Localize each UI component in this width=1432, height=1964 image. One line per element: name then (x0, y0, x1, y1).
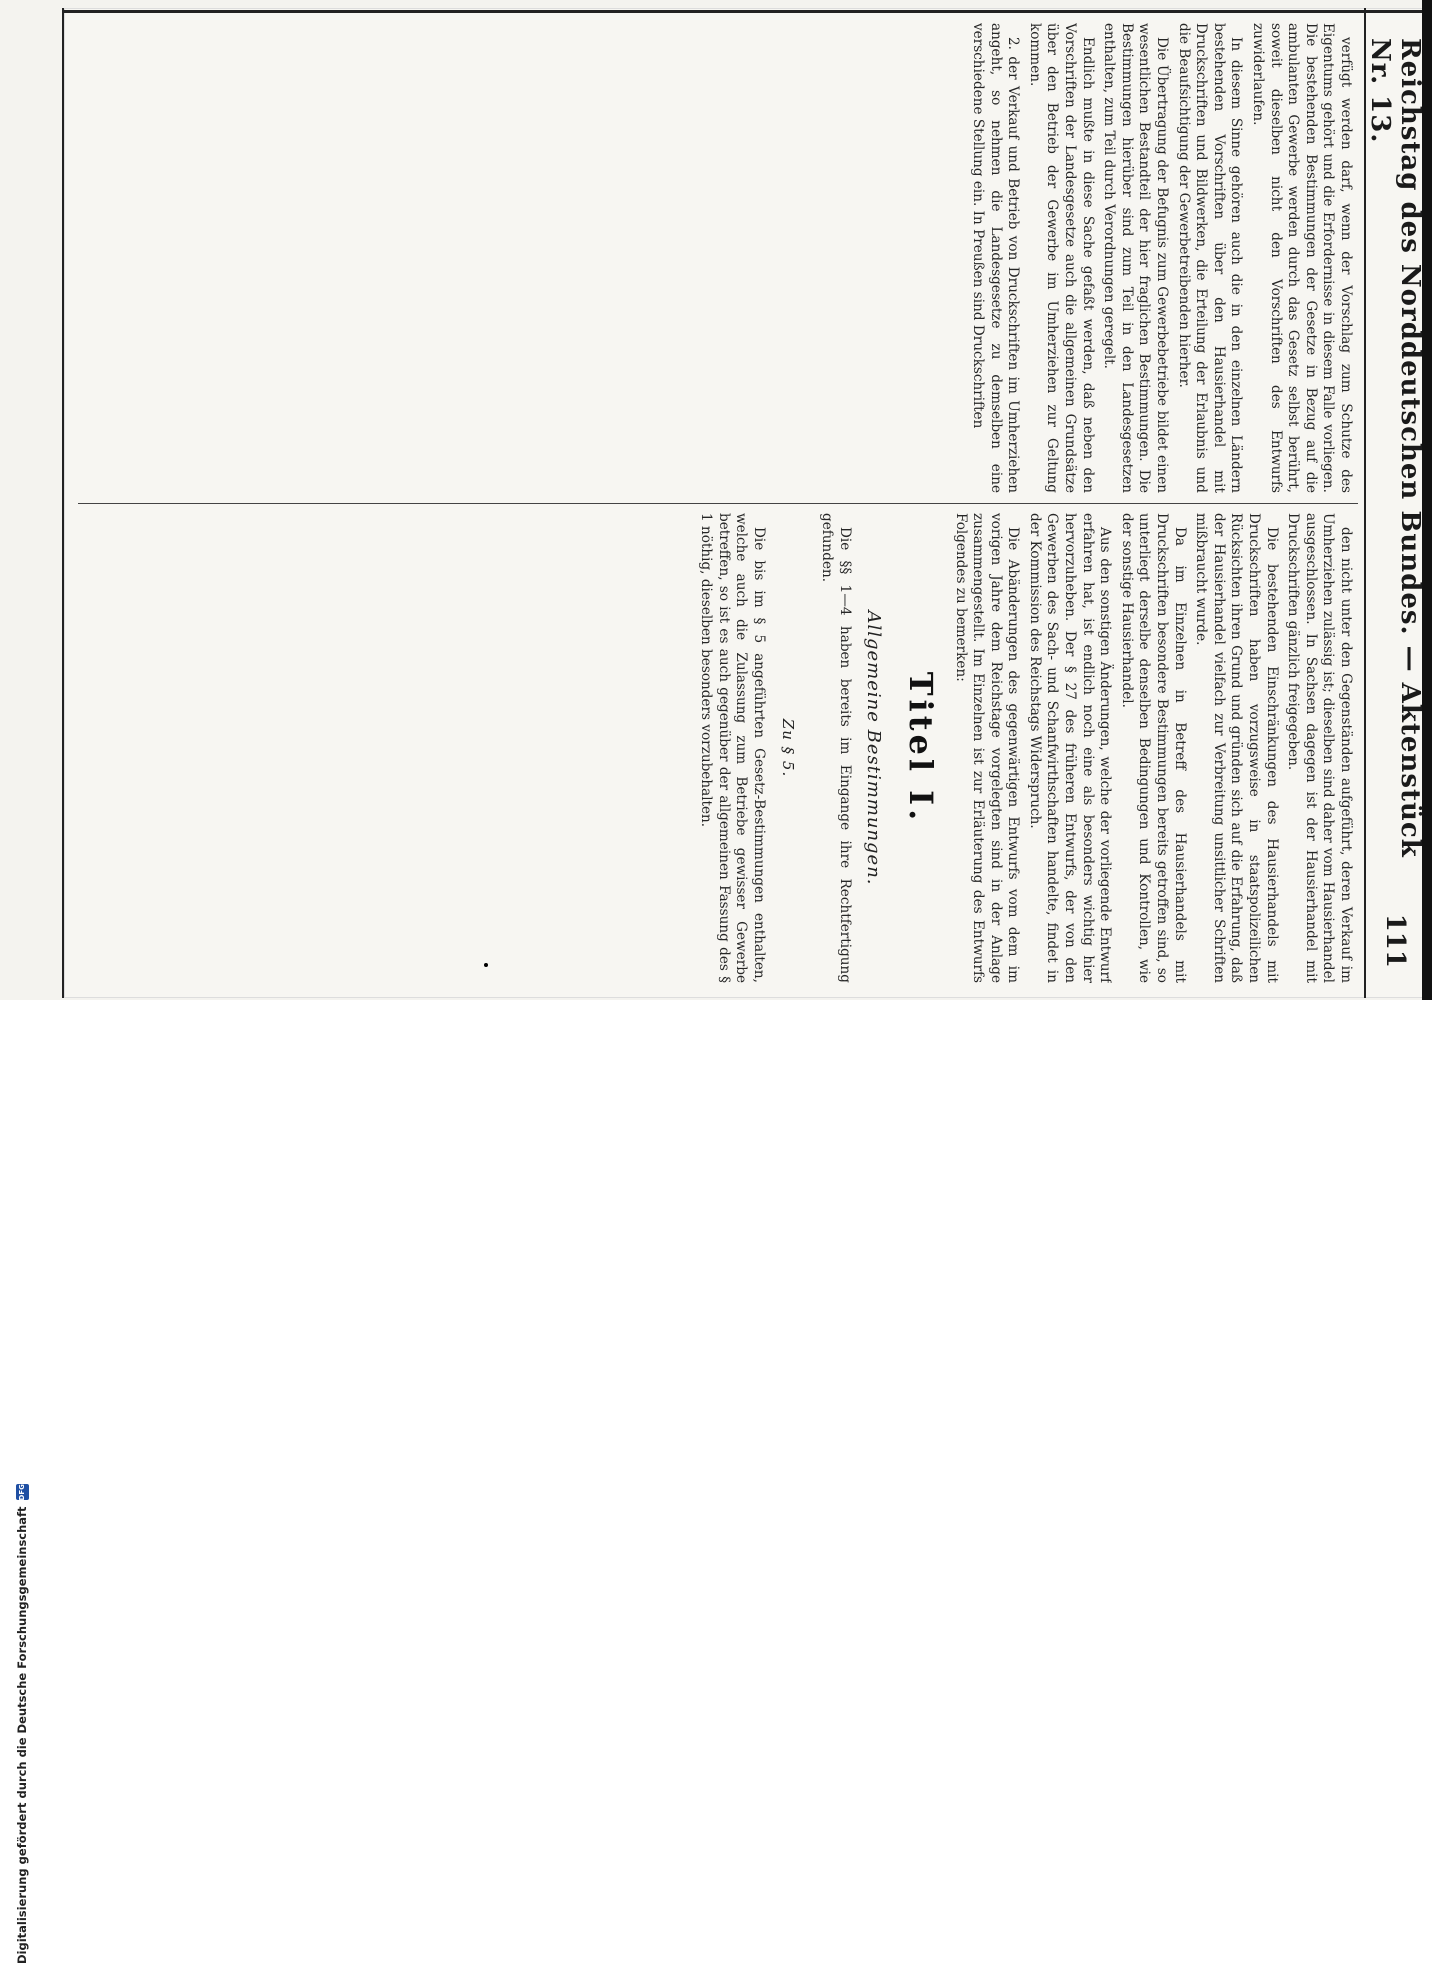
watermark-text: Digitalisierung gefördert durch die Deutsche Forschungsgemeinschaft (15, 1506, 29, 1964)
subhead-label: Allgemeine Bestimmungen. (863, 610, 885, 886)
titel-heading (901, 513, 940, 983)
page-number: 111 (1380, 913, 1410, 968)
titel-subheading (863, 513, 883, 983)
watermark-line (12, 974, 32, 1964)
left-column (84, 23, 1354, 493)
paragraph: Die bis im § 5 angeführten Gesetz-Bestimmungen enthalten, welche auch die Zulassung zum Betriebe gewisser Gewerbe betreffen, so ist es auch gegenüber der allgemeinen Fassung des § 1 nöthig, dieselben besonders vorzubehalten. (698, 513, 767, 983)
dfg-logo-icon: DFG (16, 1484, 29, 1500)
paragraph: Da im Einzelnen in Betreff des Hausierhandels mit Druckschriften besondere Bestimmungen bereits getroffen sind, so unterliegt derselbe denselben Bedingungen und Kontrollen, wie der sonstige Hausierhandel. (1118, 513, 1188, 983)
column-divider (78, 503, 1358, 504)
paragraph: Die bestehenden Einschränkungen des Hausierhandels mit Druckschriften haben vorzugsweise in staatspolizeilichen Rücksichten ihren Grund und gründen sich auf die Erfahrung, daß der Hausierhandel vielfach zur Verbreitung unsittlicher Schriften mißbraucht wurde. (1193, 513, 1280, 983)
section-label: Zu § 5. (778, 718, 797, 778)
paragraph: Aus den sonstigen Änderungen, welche der vorliegende Entwurf erfahren hat, ist endlich noch eine als besonders wichtig hier hervorzuheben. Der § 27 des früheren Entwurfs, der von den Gewerben des Sach- und Schanfwirthschaften handelte, findet in der Kommission des Reichstags Widerspruch. (1026, 513, 1114, 983)
paragraph: 2. der Verkauf und Betrieb von Druckschriften im Umherziehen angeht, so nehmen die Landesgesetze zu demselben eine verschiedene Stellung ein. In Preußen sind Druckschriften (970, 23, 1022, 493)
paragraph: Die Übertragung der Befugnis zum Gewerbebetriebe bildet einen wesentlichen Bestandteil der hier fraglichen Bestimmungen. Die Bestimmungen hierüber sind zum Teil in den Landesgesetzen enthalten, zum Teil durch Verordnungen geregelt. (1101, 23, 1171, 493)
paragraph: den nicht unter den Gegenständen aufgeführt, deren Verkauf im Umherziehen zulässig ist; dieselben sind daher vom Hausierhandel ausgeschlossen. In Sachsen dagegen ist der Hausierhandel mit Druckschriften gänzlich freigegeben. (1285, 513, 1354, 983)
running-title: Reichstag des Norddeutschen Bundes. — Aktenstück Nr. 13. (1365, 38, 1425, 858)
paragraph: Endlich mußte in diese Sache gefaßt werden, daß neben den Vorschriften der Landesgesetze auch die allgemeinen Grundsätze über den Betrieb der Gewerbe im Umherziehen zur Geltung kommen. (1026, 23, 1096, 493)
scan-dust-speck (484, 963, 488, 967)
paragraph: Die §§ 1—4 haben bereits im Eingange ihre Rechtfertigung gefunden. (819, 513, 853, 983)
digitization-watermark (12, 4, 32, 1964)
titel-label: Titel I. (901, 671, 940, 825)
right-column (84, 513, 1354, 983)
rotated-page-content (62, 8, 1424, 998)
paragraph: Die Abänderungen des gegenwärtigen Entwurfs vom dem im vorigen Jahre dem Reichstage vorgelegten sind in der Anlage zusammengestellt. Im Einzelnen ist zur Erläuterung des Entwurfs Folgendes zu bemerken: (952, 513, 1022, 983)
page-header (1364, 8, 1424, 998)
paragraph: verfügt werden darf, wenn der Vorschlag zum Schutze des Eigentums gehört und die Erfordernisse in diesem Falle vorliegen. Die bestehenden Bestimmungen der Gesetze in Bezug auf die ambulanten Gewerbe werden durch das Gesetz selbst berührt, soweit dieselben nicht den Vorschriften des Entwurfs zuwiderlaufen. (1250, 23, 1354, 493)
section-heading (777, 513, 796, 983)
paragraph: In diesem Sinne gehören auch die in den einzelnen Ländern bestehenden Vorschriften über den Hausierhandel mit Druckschriften und Bildwerken, die Erteilung der Erlaubnis und die Beaufsichtigung der Gewerbetreibenden hierher. (1175, 23, 1245, 493)
